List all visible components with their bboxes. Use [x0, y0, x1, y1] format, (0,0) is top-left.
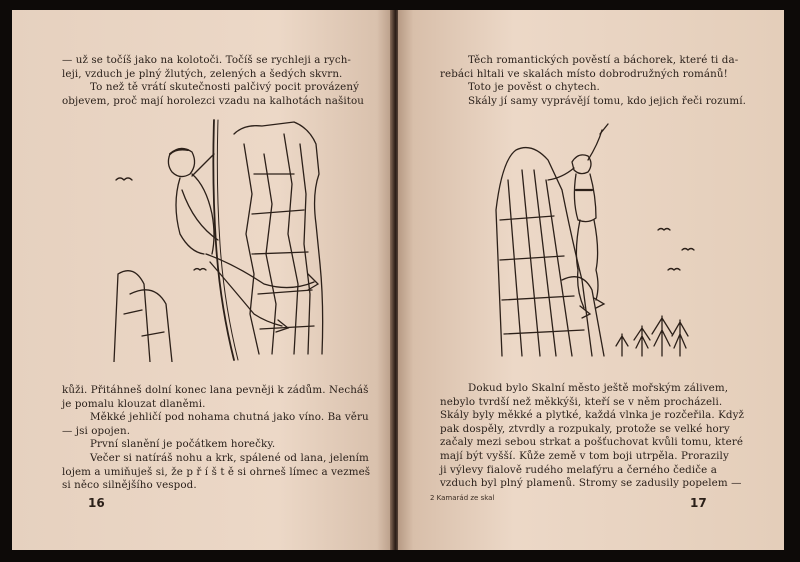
climber-on-rock-illustration [492, 120, 704, 358]
text-line: začaly mezi sebou strkat a pošťuchovat kvůli tomu, které [440, 436, 744, 449]
text-line: Těch romantických pověstí a báchorek, které ti da- [468, 54, 739, 66]
text-line: mají být vyšší. Kůže země v tom boji utrpěla. Prorazily [440, 449, 729, 462]
signature-mark: 2 Kamarád ze skal [430, 494, 495, 502]
right-top-text [440, 54, 746, 108]
text-line: rebáci hltali ve skalách místo dobrodružných románů! [440, 67, 728, 80]
right-page [398, 10, 784, 550]
text-line: pak dospěly, ztvrdly a rozpukaly, protože se velké hory [440, 422, 730, 435]
text-line: Večer si natíráš nohu a krk, spálené od lana, jelením [90, 451, 369, 464]
text-line: Měkké jehličí pod nohama chutná jako víno. Ba věru [90, 411, 369, 424]
text-line: Toto je pověst o chytech. [468, 81, 600, 94]
text-line: To než tě vrátí skutečnosti palčivý pocit provázený [90, 81, 360, 94]
page-number: 16 [88, 496, 105, 510]
text-line: si něco silnějšího vespod. [62, 479, 197, 492]
text-line: Dokud bylo Skalní město ještě mořským zálivem, [468, 382, 729, 394]
right-bottom-text [440, 382, 744, 491]
text-line: nebylo tvrdší než měkkýši, kteří se v něm procházeli. [440, 395, 723, 408]
left-top-text [62, 54, 364, 108]
text-line: lojem a umiňuješ si, že p ř í š t ě si ohrneš límec a vezmeš [62, 465, 371, 478]
text-line: — už se točíš jako na kolotoči. Točíš se rychleji a rych- [62, 54, 352, 66]
left-bottom-text [62, 384, 370, 493]
climber-rappelling-illustration [94, 114, 352, 362]
open-book [12, 10, 784, 550]
text-line: kůži. Přitáhneš dolní konec lana pevněji k zádům. Necháš [62, 384, 369, 396]
text-line: leji, vzduch je plný žlutých, zelených a šedých skvrn. [62, 67, 343, 80]
text-line: je pomalu klouzat dlaněmi. [62, 397, 206, 410]
text-line: — jsi opojen. [62, 424, 131, 437]
text-line: ji výlevy fialově rudého melafýru a černého čedičе a [440, 463, 717, 476]
text-line: Skály jí samy vyprávějí tomu, kdo jejich řeči rozumí. [468, 94, 746, 107]
text-line: vzduch byl plný plamenů. Stromy se zadusily popelem — [440, 477, 742, 490]
page-number: 17 [690, 496, 707, 510]
left-page [12, 10, 392, 550]
text-line: objevem, proč mají horolezci vzadu na kalhotách našitou [62, 94, 364, 107]
text-line: První slanění je počátkem horečky. [90, 438, 276, 451]
text-line: Skály byly měkké a plytké, každá vlnka je rozčeřila. Když [440, 409, 745, 422]
